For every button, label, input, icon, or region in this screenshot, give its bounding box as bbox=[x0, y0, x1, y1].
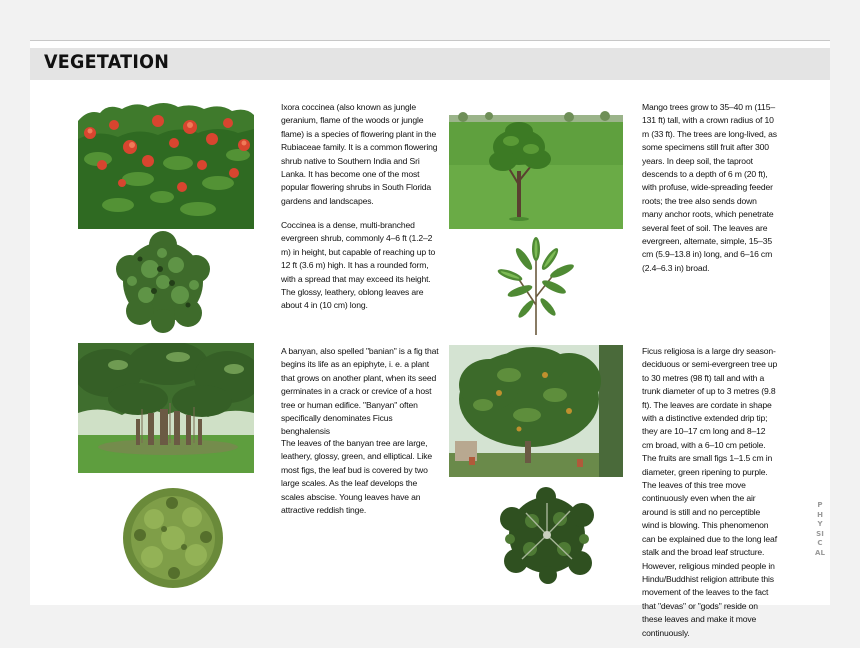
document-page bbox=[30, 40, 830, 638]
ixora-shrub-photo-icon bbox=[78, 99, 254, 229]
banyan-paragraph-1: A banyan, also spelled "banian" is a fig that begins its life as an epiphyte, i. e. a plant that grows on another plant, when its seed germinates in a crack or crevice of a host tree or human edifice. "Banyan" often specifically denominates Ficus benghalensis bbox=[281, 346, 439, 437]
ficus-paragraph-1: Ficus religiosa is a large dry season-deciduous or semi-evergreen tree up to 30 metres (98 ft) tall and with a trunk diameter of up to 3 metres (9.8 ft). The leaves are cordate in shape with a distinctive extended drip tip; they are 10–17 cm long and 8–12 cm broad, with a 6–10 cm petiole. The fruits are small figs 1–1.5 cm in diameter, green ripening to purple. The leaves of this tree move continuously even when the air around is still and no perceptible wind is blowing. This phenomenon can be explained due to the long leaf stalk and the broad leaf structure. However, religious minded people in Hindu/Buddhist religion attribute this movement of the leaves to the fact that "devas" or "gods" reside on these leaves and make it move continuously. bbox=[642, 346, 778, 638]
banyan-plan-view-icon bbox=[120, 485, 226, 591]
ficus-tree-photo-icon bbox=[449, 345, 623, 477]
ficus-plan-view-icon bbox=[496, 485, 598, 585]
ixora-paragraph-2: Coccinea is a dense, multi-branched evergreen shrub, commonly 4–6 ft (1.2–2 m) in height, but capable of reaching up to 12 ft (3.6 m) high. It has a rounded form, with a spread that may exceed its height. The glossy, leathery, oblong leaves are about 4 in (10 cm) long. bbox=[281, 220, 436, 311]
mango-tree-photo-icon bbox=[449, 105, 623, 229]
header-band bbox=[30, 48, 830, 80]
mango-paragraph-1: Mango trees grow to 35–40 m (115–131 ft) tall, with a crown radius of 10 m (33 ft). The trees are long-lived, as some specimens still fruit after 300 years. In deep soil, the taproot descends to a depth of 6 m (20 ft), with profuse, wide-spreading feeder roots; the tree also sends down many anchor roots, which penetrate several feet of soil. The leaves are evergreen, alternate, simple, 15–35 cm (5.9–13.8 in) long, and 6–16 cm (2.4–6.3 in) broad. bbox=[642, 102, 777, 273]
mango-branch-icon bbox=[496, 235, 576, 339]
page-title: VEGETATION bbox=[44, 51, 170, 73]
ixora-plan-view-icon bbox=[110, 229, 216, 335]
ixora-paragraph-1: Ixora coccinea (also known as jungle geranium, flame of the woods or jungle flame) is a species of flowering plant in the Rubiaceae family. It is a common flowering shrub native to Southern India and Sri Lanka. It has become one of the most popular flowering shrubs in South Florida gardens and landscapes. bbox=[281, 102, 438, 206]
section-side-label: PHYSICAL bbox=[815, 501, 825, 557]
banyan-paragraph-2: The leaves of the banyan tree are large, leathery, glossy, green, and elliptical. Like most figs, the leaf bud is covered by two large scales. As the leaf develops the scales abscise. Young leaves have an attractive reddish tinge. bbox=[281, 438, 433, 516]
banyan-tree-photo-icon bbox=[78, 343, 254, 473]
